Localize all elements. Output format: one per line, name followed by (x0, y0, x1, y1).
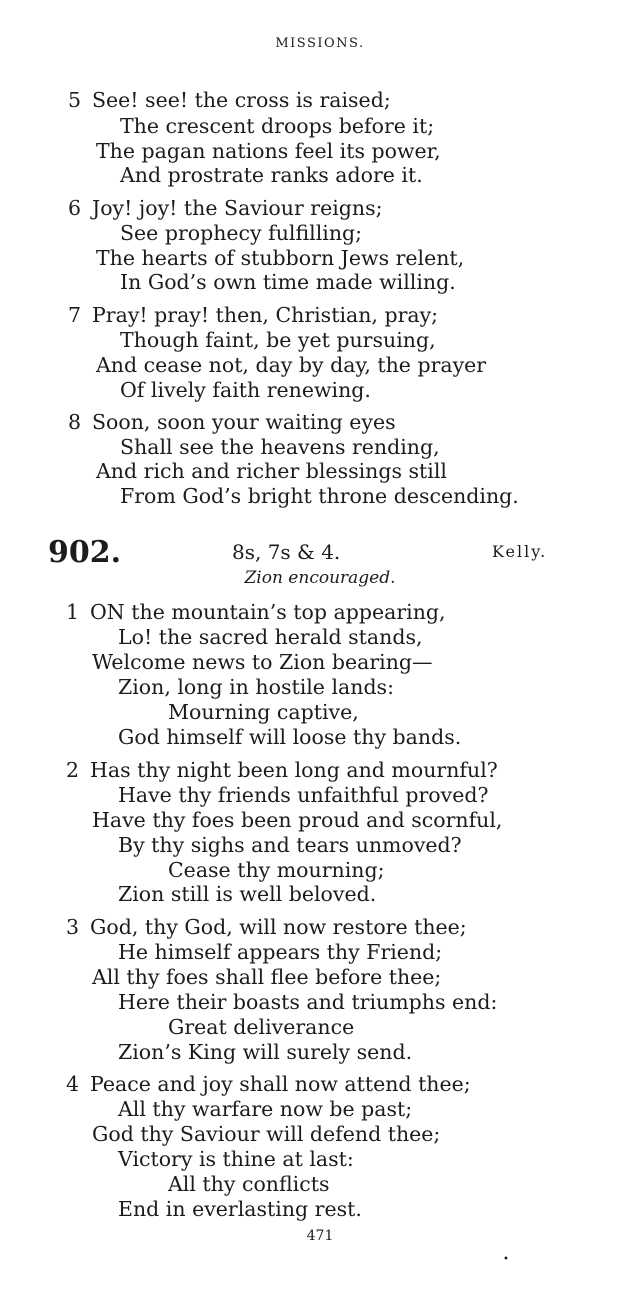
stanza-8-line-2: Shall see the heavens rending, (120, 435, 440, 459)
hymn-stanza-2-line-6: Zion still is well beloved. (118, 882, 377, 906)
printer-mark: • (503, 1254, 509, 1265)
hymn-stanza-1-line-4: Zion, long in hostile lands: (118, 675, 394, 699)
hymn-stanza-2-line-4: By thy sighs and tears unmoved? (118, 833, 462, 857)
stanza-number: 4 (66, 1072, 80, 1096)
stanza-number: 2 (66, 758, 80, 782)
stanza-5-line-1: 5 See! see! the cross is raised; (68, 88, 391, 112)
hymn-stanza-4-line-1: 4 Peace and joy shall now attend thee; (66, 1072, 471, 1096)
stanza-number: 8 (68, 410, 82, 434)
stanza-number: 7 (68, 303, 82, 327)
hymn-stanza-2-line-1: 2 Has thy night been long and mournful? (66, 758, 498, 782)
hymn-subtitle: Zion encouraged. (244, 568, 396, 588)
stanza-number: 5 (68, 88, 82, 112)
stanza-7-line-1: 7 Pray! pray! then, Christian, pray; (68, 303, 439, 327)
stanza-8-line-1: 8 Soon, soon your waiting eyes (68, 410, 396, 434)
hymn-stanza-1-line-6: God himself will loose thy bands. (118, 725, 462, 749)
hymn-stanza-4-line-2: All thy warfare now be past; (118, 1097, 413, 1121)
stanza-7-line-4: Of lively faith renewing. (120, 378, 371, 402)
hymn-stanza-2-line-5: Cease thy mourning; (168, 858, 385, 882)
stanza-7-line-3: And cease not, day by day, the prayer (96, 353, 487, 377)
stanza-7-line-2: Though faint, be yet pursuing, (120, 328, 436, 352)
hymn-stanza-1-line-3: Welcome news to Zion bearing— (92, 650, 433, 674)
stanza-8-line-3: And rich and richer blessings still (96, 459, 447, 483)
hymn-stanza-3-line-6: Zion’s King will surely send. (118, 1040, 413, 1064)
hymn-stanza-2-line-2: Have thy friends unfaithful proved? (118, 783, 489, 807)
hymn-stanza-3-line-5: Great deliverance (168, 1015, 355, 1039)
hymn-stanza-1-line-1: 1 ON the mountain’s top appearing, (66, 600, 446, 624)
hymn-stanza-4-line-5: All thy conflicts (168, 1172, 330, 1196)
hymn-stanza-4-line-4: Victory is thine at last: (118, 1147, 354, 1171)
stanza-6-line-1: 6 Joy! joy! the Saviour reigns; (68, 196, 383, 220)
stanza-number: 3 (66, 915, 80, 939)
hymn-stanza-1-line-2: Lo! the sacred herald stands, (118, 625, 423, 649)
stanza-5-line-3: The pagan nations feel its power, (96, 139, 441, 163)
hymn-stanza-4-line-6: End in everlasting rest. (118, 1197, 362, 1221)
stanza-6-line-4: In God’s own time made willing. (120, 270, 456, 294)
hymn-author: Kelly. (492, 542, 548, 561)
hymn-stanza-3-line-2: He himself appears thy Friend; (118, 940, 443, 964)
stanza-6-line-2: See prophecy fulfilling; (120, 221, 363, 245)
stanza-number: 6 (68, 196, 82, 220)
hymn-number: 902. (48, 535, 122, 570)
hymn-stanza-3-line-1: 3 God, thy God, will now restore thee; (66, 915, 467, 939)
hymn-stanza-3-line-4: Here their boasts and triumphs end: (118, 990, 498, 1014)
hymn-stanza-3-line-3: All thy foes shall flee before thee; (92, 965, 442, 989)
stanza-8-line-4: From God’s bright throne descending. (120, 484, 519, 508)
running-header: MISSIONS. (275, 36, 365, 51)
stanza-5-line-2: The crescent droops before it; (120, 114, 435, 138)
stanza-6-line-3: The hearts of stubborn Jews relent, (96, 246, 465, 270)
hymn-stanza-4-line-3: God thy Saviour will defend thee; (92, 1122, 441, 1146)
hymn-stanza-2-line-3: Have thy foes been proud and scornful, (92, 808, 503, 832)
page-number: 471 (306, 1228, 334, 1244)
hymn-meter: 8s, 7s & 4. (232, 540, 341, 564)
stanza-number: 1 (66, 600, 80, 624)
hymn-stanza-1-line-5: Mourning captive, (168, 700, 359, 724)
stanza-5-line-4: And prostrate ranks adore it. (120, 163, 423, 187)
